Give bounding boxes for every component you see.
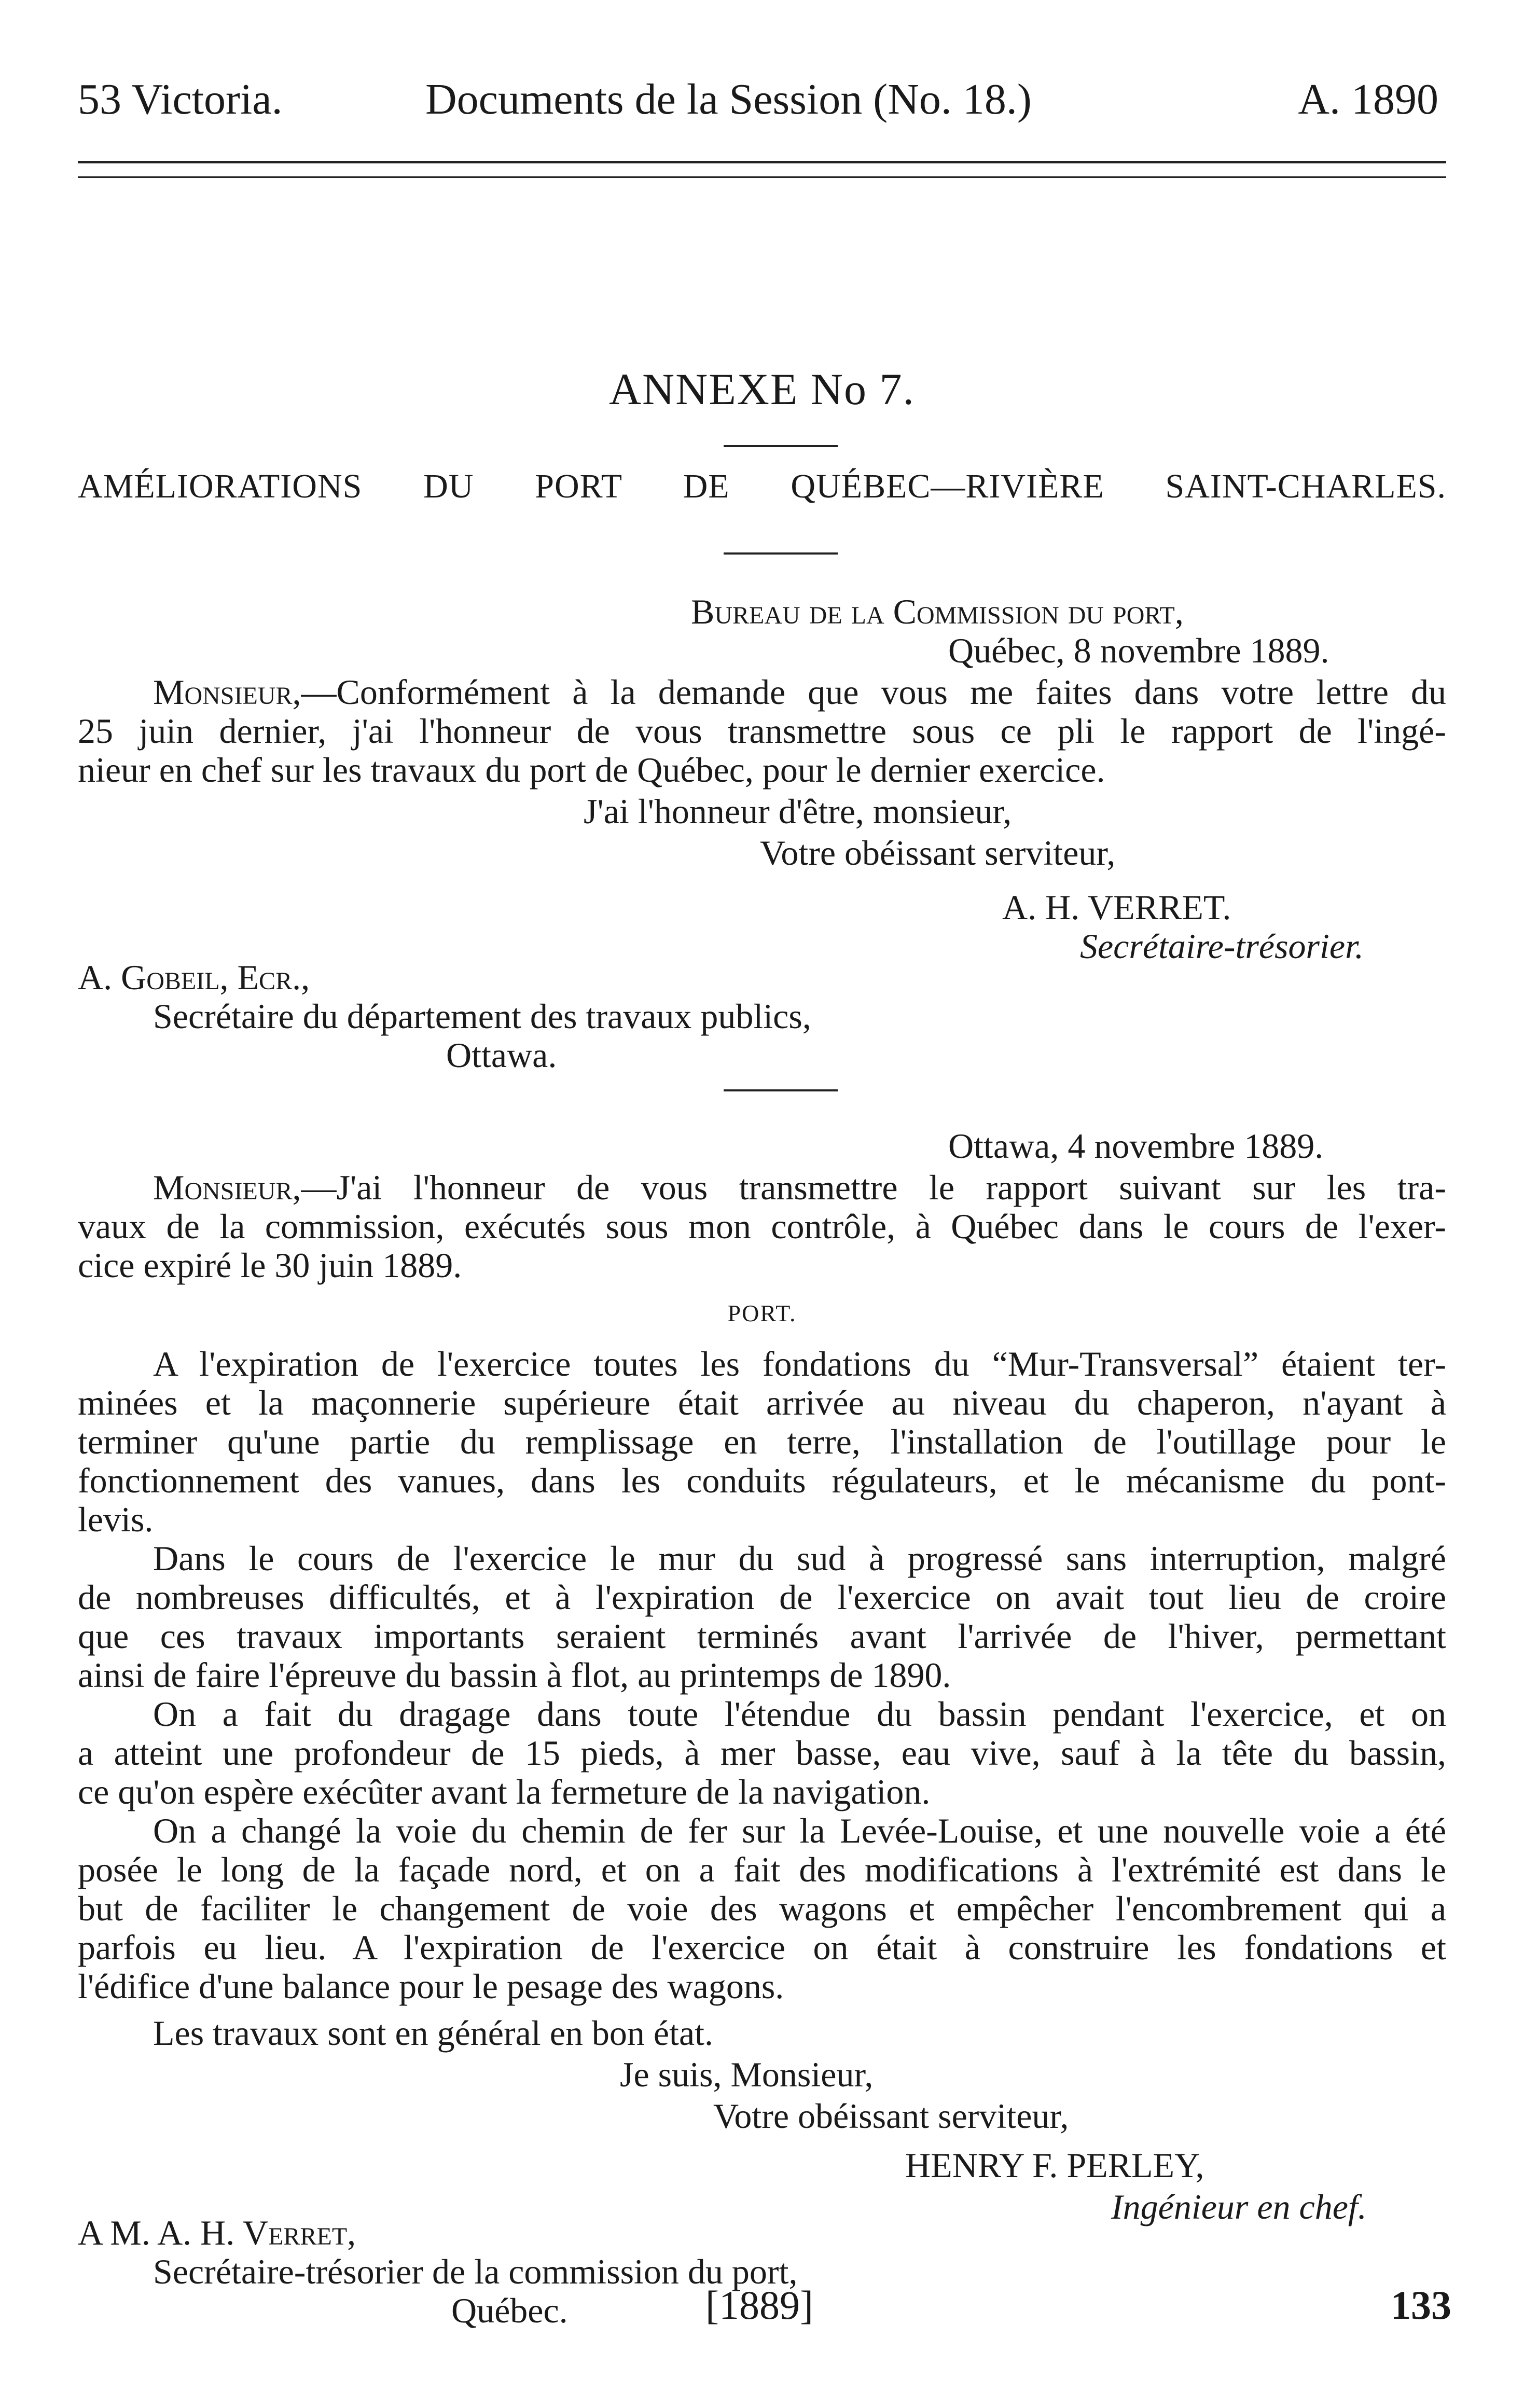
- paragraph-line: fonctionnement des vanues, dans les conduits régulateurs, et le mécanisme du pont-: [78, 1461, 1446, 1500]
- letter2-addressee-title: Secrétaire-trésorier de la commission du port,: [153, 2252, 798, 2291]
- letter1-signature-title: Secrétaire-trésorier.: [1080, 926, 1364, 966]
- paragraph-line: l'édifice d'une balance pour le pesage des wagons.: [78, 1967, 784, 2006]
- letter1-closing-1: J'ai l'honneur d'être, monsieur,: [584, 792, 1012, 831]
- header-rule-thick: [78, 161, 1446, 163]
- letter2-intro-line-3: cice expiré le 30 juin 1889.: [78, 1245, 462, 1285]
- paragraph-line: Les travaux sont en général en bon état.: [153, 2013, 714, 2053]
- letter2-intro-text: —J'ai l'honneur de vous transmettre le rapport suivant sur les tra-: [301, 1168, 1446, 1207]
- letter2-intro-line-2: vaux de la commission, exécutés sous mon contrôle, à Québec dans le cours de l'exer-: [78, 1207, 1446, 1246]
- annex-subtitle: AMÉLIORATIONS DU PORT DE QUÉBEC—RIVIÈRE SAINT-CHARLES.: [78, 467, 1446, 505]
- letter1-line-2: 25 juin dernier, j'ai l'honneur de vous transmettre sous ce pli le rapport de l'ingé-: [78, 711, 1446, 751]
- letter2-closing-1: Je suis, Monsieur,: [620, 2055, 874, 2094]
- letter2-addressee-name: A M. A. H. Verret,: [78, 2213, 356, 2252]
- letter2-signature: HENRY F. PERLEY,: [905, 2146, 1204, 2185]
- letter-separator-rule: [724, 1089, 838, 1091]
- header-year: A. 1890: [1298, 75, 1438, 123]
- letter1-addressee-name: A. Gobeil, Ecr.,: [78, 958, 310, 997]
- letter1-addressee-title: Secrétaire du département des travaux publics,: [153, 997, 811, 1036]
- letter2-closing-2: Votre obéissant serviteur,: [713, 2096, 1069, 2136]
- paragraph-line: a atteint une profondeur de 15 pieds, à mer basse, eau vive, sauf à la tête du bassin,: [78, 1733, 1446, 1773]
- paragraph-line: but de faciliter le changement de voie des wagons et empêcher l'encombrement qui a: [78, 1889, 1446, 1928]
- letter2-addressee-city: Québec.: [451, 2291, 568, 2330]
- paragraph-line: que ces travaux importants seraient terminés avant l'arrivée de l'hiver, permettant: [78, 1616, 1446, 1656]
- header-document-title: Documents de la Session (No. 18.): [425, 75, 1032, 123]
- letter1-closing-2: Votre obéissant serviteur,: [760, 833, 1116, 873]
- letter1-addressee-city: Ottawa.: [446, 1035, 557, 1075]
- letter1-place-date: Québec, 8 novembre 1889.: [948, 631, 1329, 670]
- header-session-year: 53 Victoria.: [78, 75, 283, 123]
- paragraph-line: parfois eu lieu. A l'expiration de l'exercice on était à construire les fondations et: [78, 1928, 1446, 1967]
- header-rule-thin: [78, 176, 1446, 178]
- paragraph-line: ce qu'on espère exécûter avant la fermeture de la navigation.: [78, 1772, 931, 1811]
- page-number: 133: [1391, 2282, 1451, 2328]
- paragraph-line: posée le long de la façade nord, et on a fait des modifications à l'extrémité est dans le: [78, 1850, 1446, 1889]
- paragraph-line: ainsi de faire l'épreuve du bassin à flot, au printemps de 1890.: [78, 1655, 951, 1695]
- letter1-text: —Conformément à la demande que vous me faites dans votre lettre du: [301, 672, 1446, 712]
- paragraph-line: terminer qu'une partie du remplissage en terre, l'installation de l'outillage pour le: [78, 1422, 1446, 1461]
- letter1-line-1: [153, 674, 1446, 710]
- footer-year: [1889]: [705, 2282, 813, 2328]
- paragraph-line: A l'expiration de l'exercice toutes les fondations du “Mur-Transversal” étaient ter-: [153, 1344, 1446, 1383]
- annex-title: ANNEXE No 7.: [608, 364, 916, 414]
- letter1-signature: A. H. VERRET.: [1002, 888, 1231, 927]
- paragraph-line: de nombreuses difficultés, et à l'expiration de l'exercice on avait tout lieu de croire: [78, 1577, 1446, 1617]
- letter1-line-3: nieur en chef sur les travaux du port de Québec, pour le dernier exercice.: [78, 750, 1105, 790]
- paragraph-line: levis.: [78, 1500, 154, 1539]
- title-rule: [724, 445, 838, 447]
- paragraph-line: On a fait du dragage dans toute l'étendue du bassin pendant l'exercice, et on: [153, 1694, 1446, 1734]
- subtitle-rule: [724, 552, 838, 555]
- paragraph-line: Dans le cours de l'exercice le mur du sud à progressé sans interruption, malgré: [153, 1539, 1446, 1578]
- letter2-signature-title: Ingénieur en chef.: [1111, 2187, 1367, 2226]
- paragraph-line: On a changé la voie du chemin de fer sur la Levée-Louise, et une nouvelle voie a été: [153, 1811, 1446, 1850]
- letter1-sender-office: Bureau de la Commission du port,: [691, 592, 1184, 631]
- letter2-place-date: Ottawa, 4 novembre 1889.: [948, 1126, 1324, 1166]
- paragraph-line: minées et la maçonnerie supérieure était arrivée au niveau du chaperon, n'ayant à: [78, 1383, 1446, 1422]
- letter1-salutation: Monsieur,: [153, 672, 301, 712]
- letter2-salutation: Monsieur,: [153, 1168, 301, 1207]
- section-heading-port: PORT.: [727, 1300, 797, 1326]
- letter2-intro-line-1: [153, 1170, 1446, 1205]
